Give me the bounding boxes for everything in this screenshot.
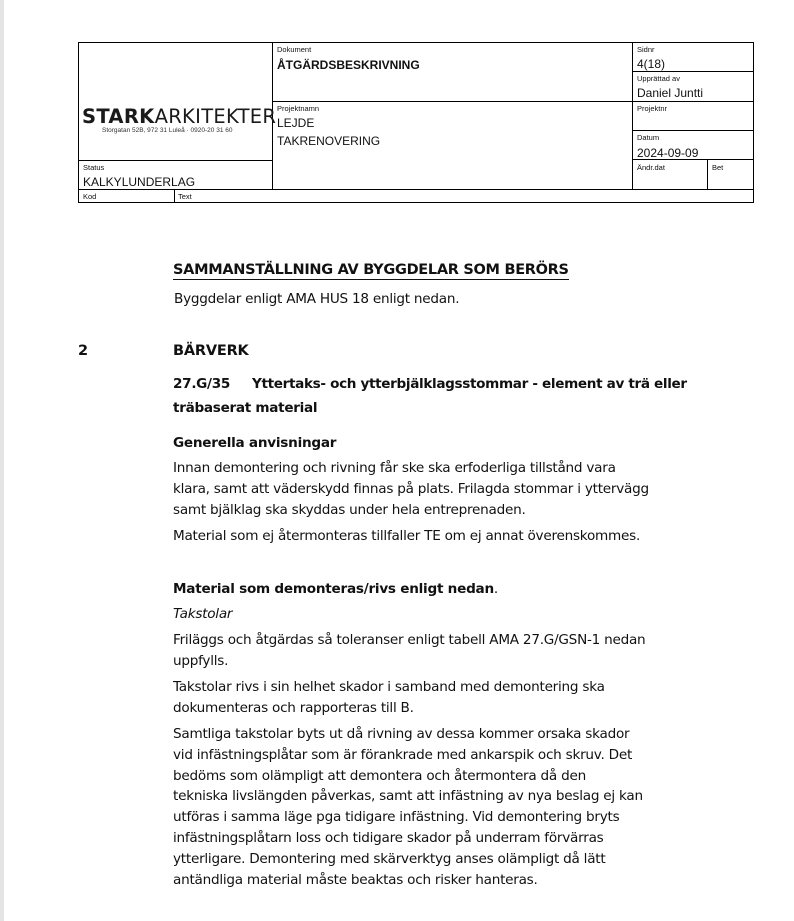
material-item-title: Takstolar	[173, 606, 233, 622]
status-value: KALKYLUNDERLAG	[83, 175, 196, 189]
general-heading: Generella anvisningar	[173, 435, 337, 451]
material-paragraph-1	[173, 630, 645, 672]
datum-value: 2024-09-09	[637, 146, 699, 160]
text-line: antändliga material måste beaktas och risker hanteras.	[173, 871, 538, 888]
dokument-label: Dokument	[277, 45, 312, 54]
text-line: tekniska livslängden påverkas, samt att infästning av nya beslag ej kan	[173, 788, 643, 805]
upprattad-av-label: Upprättad av	[637, 74, 680, 83]
material-paragraph-3	[173, 724, 643, 890]
text-line: ytterligare. Demontering med skärverktyg anses olämpligt då lätt	[173, 850, 606, 867]
subsection-title-line2: träbaserat material	[173, 400, 318, 416]
datum-label: Datum	[637, 133, 660, 142]
divider	[78, 189, 754, 190]
projektnamn-label: Projektnamn	[277, 104, 320, 113]
andr-dat-label: Ändr.dat	[637, 163, 665, 172]
section-number: 2	[78, 343, 89, 359]
main-heading: SAMMANSTÄLLNING AV BYGGDELAR SOM BERÖRS	[173, 262, 569, 278]
divider	[632, 71, 754, 72]
projektnr-label: Projektnr	[637, 104, 668, 113]
general-paragraph-1	[173, 458, 649, 520]
text-line: dokumenteras och rapporteras till B.	[173, 699, 414, 716]
company-address: Storgatan 52B, 972 31 Luleå · 0920-20 31 60	[102, 127, 233, 134]
divider	[174, 189, 175, 203]
text-line: Innan demontering och rivning får ske ska erfoderliga tillstånd vara	[173, 460, 616, 476]
company-logo	[82, 105, 276, 128]
material-heading-suffix: .	[493, 581, 498, 597]
text-line: klara, samt att väderskydd finnas på plats. Frilagda stommar i yttervägg	[173, 480, 649, 497]
divider	[272, 101, 754, 102]
material-heading-text: Material som demonteras/rivs enligt nedan	[173, 581, 494, 597]
logo-light-text: ARKITEKTER	[154, 105, 277, 128]
page-left-edge	[0, 0, 4, 921]
text-line: samt bjälklag ska skyddas under hela entreprenaden.	[173, 501, 526, 518]
dokument-value: ÅTGÄRDSBESKRIVNING	[277, 58, 420, 72]
divider	[632, 130, 754, 131]
general-paragraph-2: Material som ej återmonteras tillfaller TE om ej annat överenskommes.	[173, 528, 641, 544]
subsection-code: 27.G/35	[173, 376, 231, 392]
text-line: infästningsplåtarn loss och tidigare skador på underram förvärras	[173, 829, 604, 846]
material-heading	[173, 579, 498, 600]
section-title: BÄRVERK	[173, 343, 249, 359]
projektnamn-value-line1: LEJDE	[277, 116, 315, 130]
subsection-title-line1: Yttertaks- och ytterbjälklagsstommar - element av trä eller	[252, 376, 687, 392]
text-line: Takstolar rivs i sin helhet skador i samband med demontering ska	[173, 679, 605, 695]
text-label: Text	[178, 192, 192, 201]
text-line: utföras i samma läge pga tidigare infästning. Vid demontering bryts	[173, 809, 620, 826]
bet-label: Bet	[712, 163, 724, 172]
text-line: uppfylls.	[173, 652, 229, 669]
intro-text: Byggdelar enligt AMA HUS 18 enligt nedan.	[174, 291, 460, 307]
upprattad-av-value: Daniel Juntti	[637, 86, 704, 100]
logo-bold-text: STARK	[82, 105, 155, 128]
text-line: vid infästningsplåtar som är förankrade med ankarspik och skruv. Det	[173, 746, 633, 763]
text-line: Friläggs och åtgärdas så toleranser enligt tabell AMA 27.G/GSN-1 nedan	[173, 632, 646, 648]
divider	[632, 42, 633, 189]
divider	[78, 160, 273, 161]
status-label: Status	[83, 163, 105, 172]
text-line: bedöms som olämpligt att demontera och återmontera då den	[173, 767, 586, 784]
kod-label: Kod	[83, 192, 97, 201]
projektnamn-value-line2: TAKRENOVERING	[277, 134, 381, 148]
text-line: Samtliga takstolar byts ut då rivning av dessa kommer orsaka skador	[173, 726, 630, 742]
sidnr-label: Sidnr	[637, 45, 655, 54]
divider	[707, 159, 708, 189]
material-paragraph-2	[173, 677, 605, 719]
sidnr-value: 4(18)	[637, 57, 666, 71]
